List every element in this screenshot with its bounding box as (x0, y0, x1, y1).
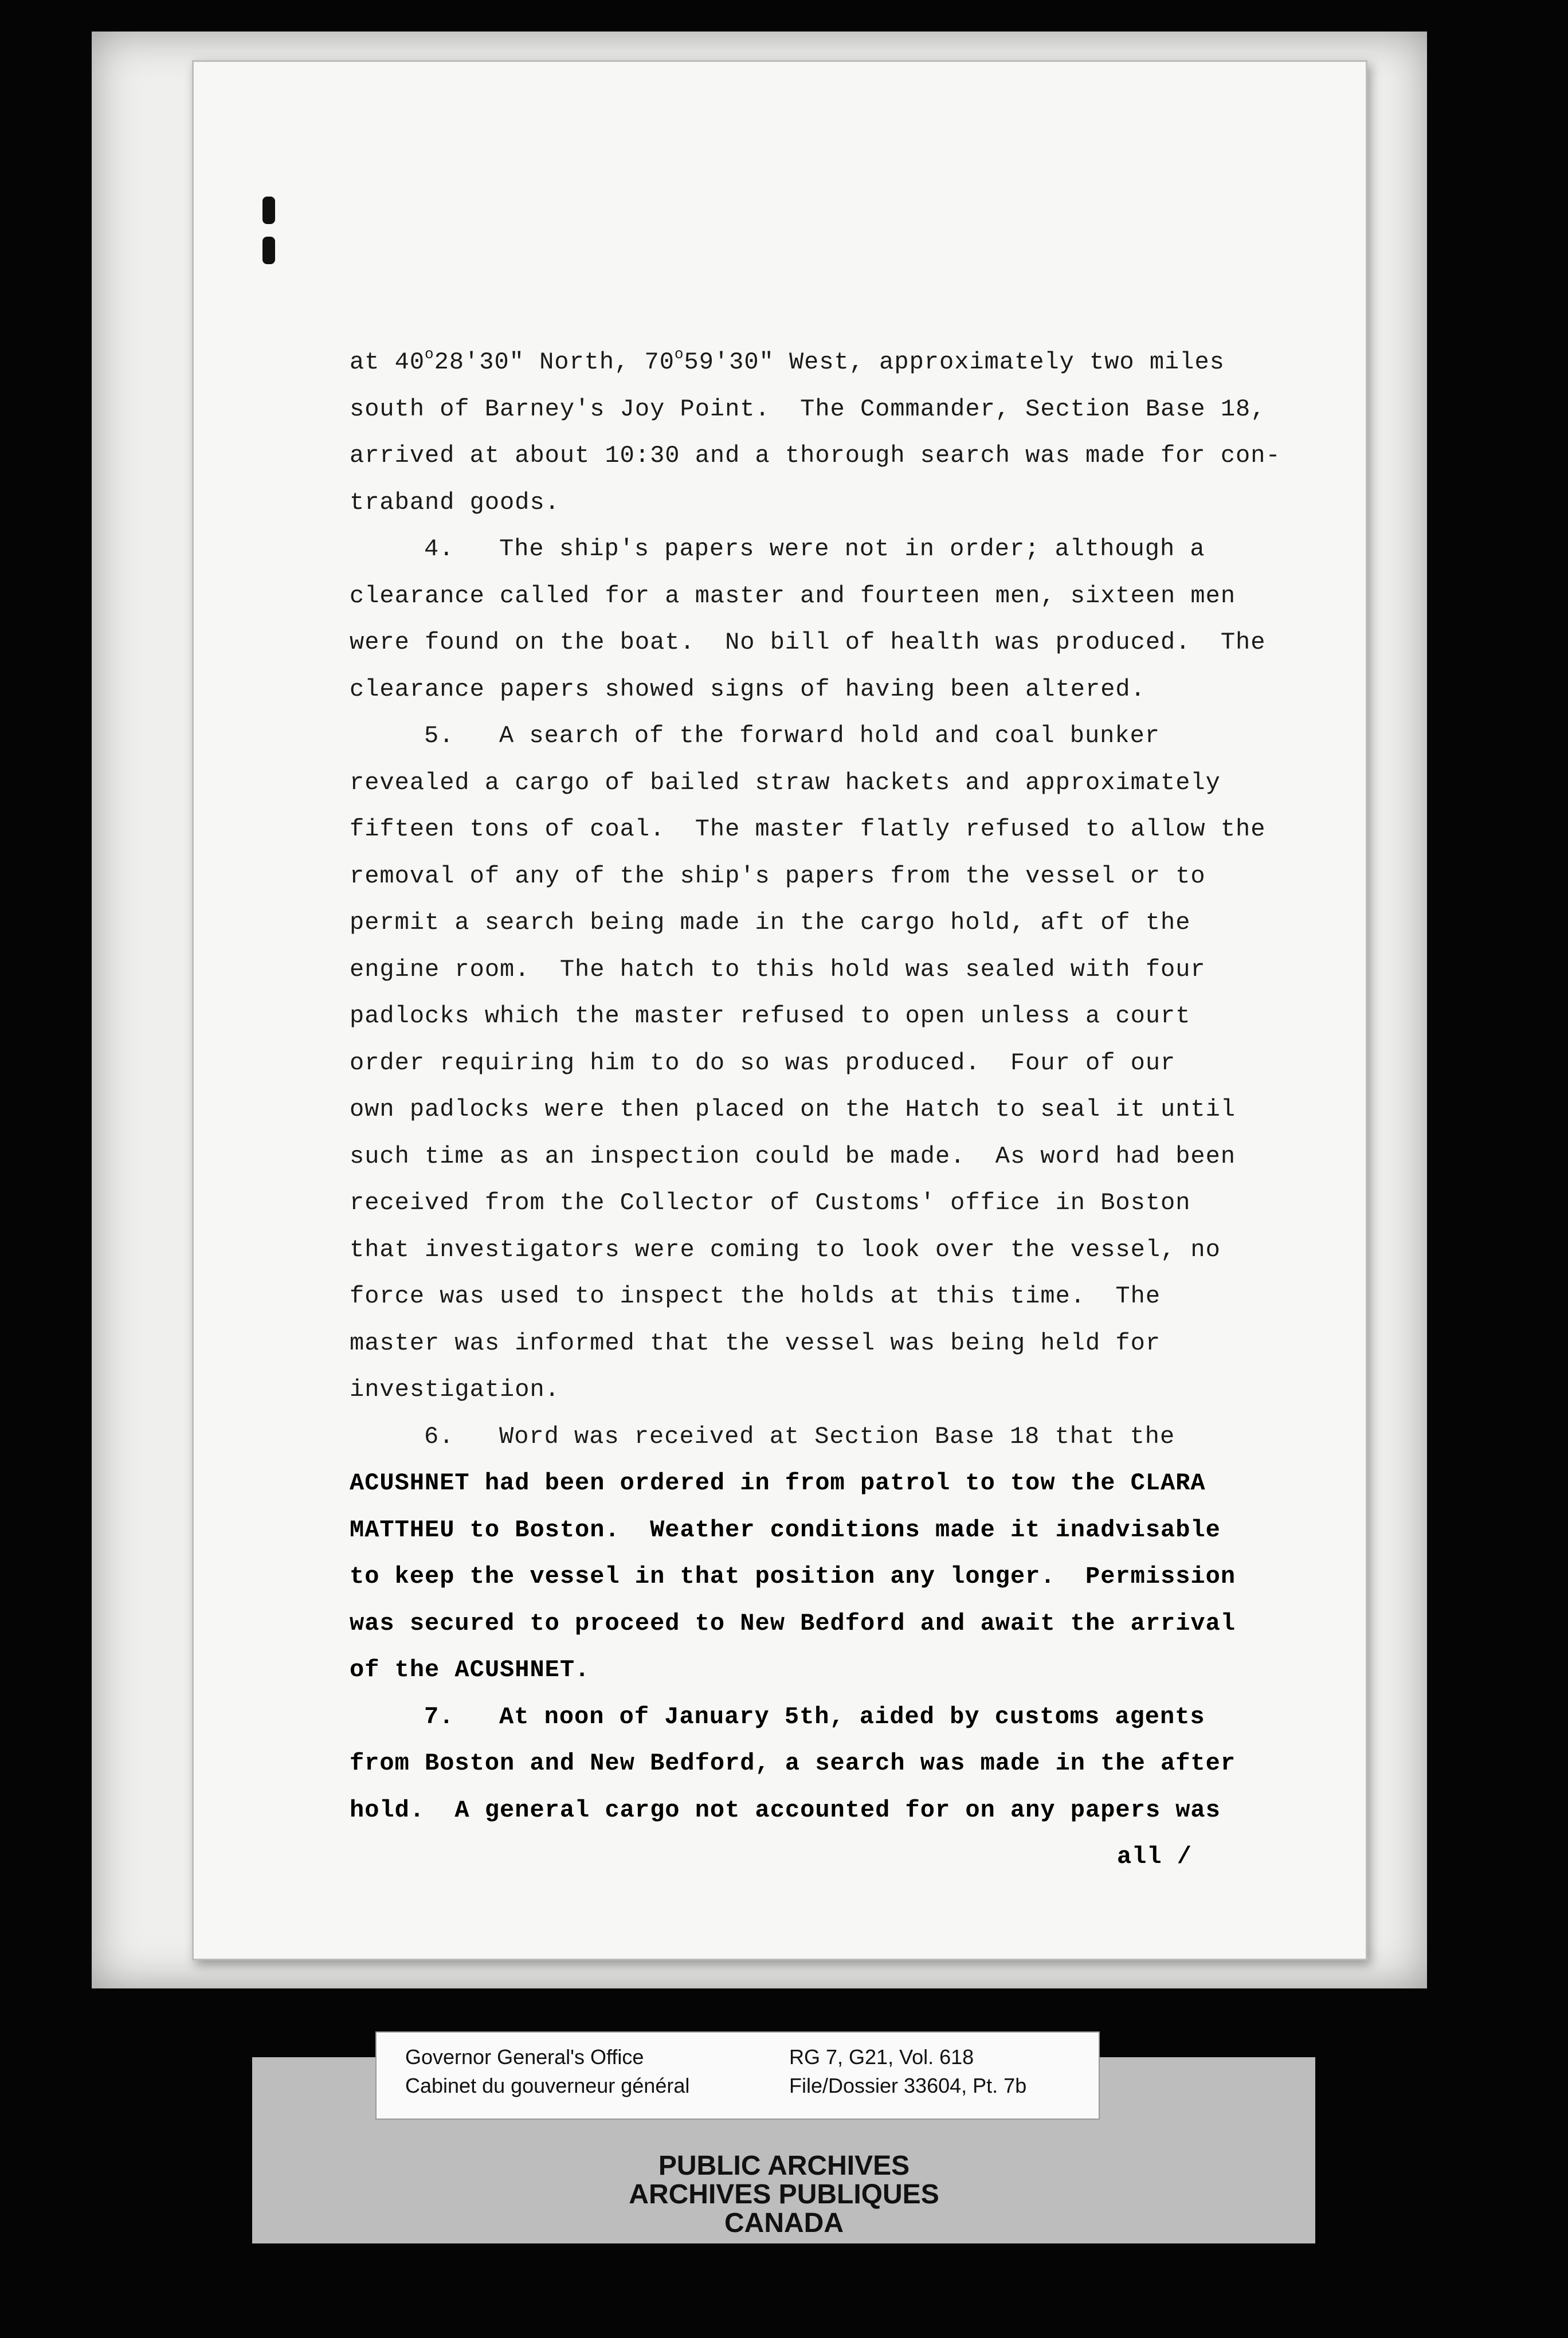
body-line: hold. A general cargo not accounted for on any papers was (350, 1796, 1221, 1824)
body-line: fifteen tons of coal. The master flatly refused to allow the (350, 815, 1266, 843)
body-line: to keep the vessel in that position any longer. Permission (350, 1563, 1236, 1590)
body-line: such time as an inspection could be made. As word had been (350, 1142, 1236, 1170)
stamp-line-2: ARCHIVES PUBLIQUES (629, 2179, 939, 2210)
degree-mark: o (674, 346, 684, 363)
body-line: MATTHEU to Boston. Weather conditions made it inadvisable (350, 1516, 1221, 1544)
body-line: permit a search being made in the cargo hold, aft of the (350, 909, 1191, 936)
coord-text: 59'30" West, approximately two miles (684, 348, 1225, 376)
body-line: of the ACUSHNET. (350, 1656, 590, 1684)
body-line: received from the Collector of Customs' office in Boston (350, 1189, 1191, 1217)
file-dossier-ref: File/Dossier 33604, Pt. 7b (789, 2074, 1027, 2097)
office-name-fr: Cabinet du gouverneur général (405, 2074, 690, 2097)
body-line: traband goods. (350, 488, 560, 516)
paragraph-5-start: 5. A search of the forward hold and coal bunker (424, 722, 1161, 750)
body-line: investigation. (350, 1376, 560, 1403)
continuation-catchword: all / (1116, 1843, 1192, 1870)
body-line: padlocks which the master refused to open unless a court (350, 1002, 1191, 1030)
body-line: ACUSHNET had been ordered in from patrol to tow the CLARA (350, 1469, 1206, 1497)
paragraph-4-start: 4. The ship's papers were not in order; although a (424, 535, 1205, 563)
body-line: arrived at about 10:30 and a thorough search was made for con- (350, 442, 1281, 469)
degree-mark: o (425, 346, 434, 363)
body-line: clearance papers showed signs of having been altered. (350, 675, 1146, 703)
body-line: master was informed that the vessel was being held for (350, 1329, 1161, 1357)
body-line: clearance called for a master and fourteen men, sixteen men (350, 582, 1236, 610)
body-line: were found on the boat. No bill of health was produced. The (350, 629, 1266, 656)
office-name-en: Governor General's Office (405, 2045, 644, 2069)
record-group-ref: RG 7, G21, Vol. 618 (789, 2045, 974, 2069)
coord-text: at 40 (350, 348, 425, 376)
stamp-line-3: CANADA (724, 2208, 844, 2238)
body-line: from Boston and New Bedford, a search was made in the after (350, 1749, 1236, 1777)
body-line: revealed a cargo of bailed straw hackets and approximately (350, 768, 1221, 797)
body-line: was secured to proceed to New Bedford and await the arrival (350, 1609, 1236, 1637)
stamp-line-1: PUBLIC ARCHIVES (658, 2151, 910, 2181)
punch-hole-mark (262, 237, 275, 264)
body-line: own padlocks were then placed on the Hatch to seal it until (350, 1096, 1236, 1123)
body-line (350, 339, 1267, 386)
body-line: removal of any of the ship's papers from the vessel or to (350, 862, 1206, 890)
body-line: south of Barney's Joy Point. The Commander, Section Base 18, (350, 395, 1266, 423)
punch-hole-mark (262, 197, 275, 224)
paragraph-7-start: 7. At noon of January 5th, aided by customs agents (424, 1702, 1205, 1731)
coord-text: 28'30" North, 70 (434, 348, 675, 376)
body-line: force was used to inspect the holds at this time. The (350, 1282, 1161, 1310)
typed-body (350, 339, 1281, 1881)
archive-reference-label (375, 2031, 1100, 2120)
body-line: order requiring him to do so was produced. Four of our (350, 1049, 1176, 1077)
body-line: engine room. The hatch to this hold was sealed with four (350, 955, 1206, 983)
body-line: that investigators were coming to look over the vessel, no (350, 1235, 1221, 1264)
paragraph-6-start: 6. Word was received at Section Base 18 that the (424, 1422, 1175, 1450)
